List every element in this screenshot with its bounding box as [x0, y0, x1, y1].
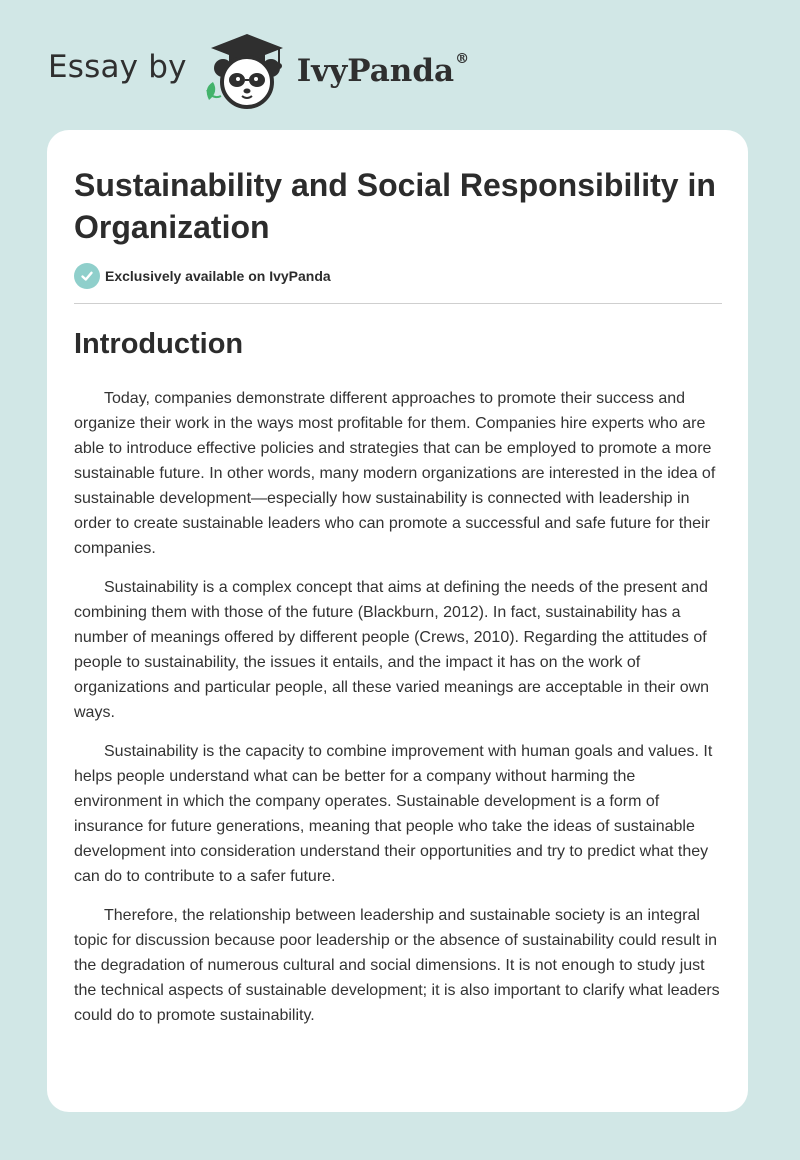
- registered-mark: ®: [455, 51, 470, 67]
- paragraph: Sustainability is a complex concept that aims at defining the needs of the present and combining them with those of the future (Blackburn, 2012). In fact, sustainability has a number of meanings offered by different people (Crews, 2010). Regarding the attitudes of people to sustainability, the issues it entails, and the impact it has on the work of organizations and particular people, all these varied meanings are acceptable in their own ways.: [74, 579, 710, 721]
- essay-by-label: Essay by: [48, 49, 187, 85]
- brand-name[interactable]: IvyPanda®: [296, 51, 470, 89]
- essay-card: [47, 130, 748, 1112]
- exclusive-badge-text: Exclusively available on IvyPanda: [105, 268, 331, 284]
- essay-body: [74, 386, 726, 1042]
- paragraph: Therefore, the relationship between leadership and sustainable society is an integral topic for discussion because poor leadership or the absence of sustainability could result in the degradation of numerous cultural and social dimensions. It is not enough to study just the technical aspects of sustainable development; it is also important to clarify what leaders could do to promote sustainability.: [74, 907, 720, 1024]
- exclusive-badge: [74, 263, 331, 289]
- check-icon: [74, 263, 100, 289]
- site-header: [48, 30, 469, 110]
- section-heading-introduction: Introduction: [74, 328, 244, 360]
- panda-graduate-icon[interactable]: [201, 30, 293, 110]
- essay-title: Sustainability and Social Responsibility in Organization: [74, 167, 716, 245]
- title-divider: [74, 303, 722, 304]
- paragraph: Today, companies demonstrate different approaches to promote their success and organize their work in the ways most profitable for them. Companies hire experts who are able to introduce effective policies and strategies that can be employed to promote a more sustainable future. In other words, many modern organizations are interested in the idea of sustainable development—especially how sustainability is connected with leadership in order to create sustainable leaders who can promote a successful and safe future for their companies.: [74, 390, 716, 557]
- paragraph: Sustainability is the capacity to combine improvement with human goals and values. It helps people understand what can be better for a company without harming the environment in which the company operates. Sustainable development is a form of insurance for future generations, meaning that people who take the ideas of sustainable development into consideration understand their opportunities and try to predict what they can do to contribute to a safer future.: [74, 743, 713, 885]
